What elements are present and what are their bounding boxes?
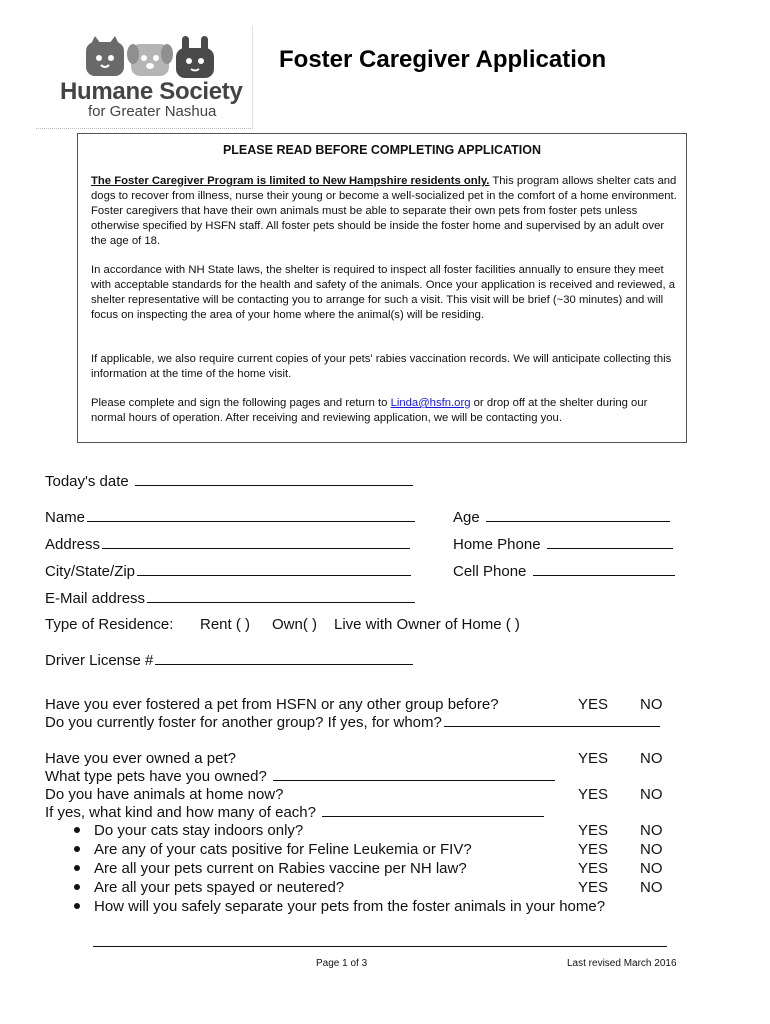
- bullet-question-indoors: [74, 822, 303, 839]
- question-fostered-before: Have you ever fostered a pet from HSFN or any other group before?: [45, 696, 499, 713]
- bullet-icon: [74, 903, 80, 909]
- notice-paragraph-return: [91, 396, 681, 426]
- bullet-question-spayed: [74, 879, 344, 896]
- home-phone-field[interactable]: [453, 536, 673, 553]
- program-description: This program allows shelter cats and dogs to recover from illness, nurse their young or become a well-socialized pet in the comfort of a home environment. Foster caregivers that have their own animals must be able to separate their own pets from foster pets unless otherwise specified by HSFN staff. All foster pets should be inside the foster home and supervised by an adult over the age of 18.: [91, 175, 677, 247]
- return-instructions-post: or drop off at the shelter during our normal hours of operation. After receiving and reviewing application, we will be contacting you.: [91, 397, 648, 424]
- question-pet-types-label: What type pets have you owned?: [45, 768, 267, 785]
- notice-paragraph-inspection: In accordance with NH State laws, the shelter is required to inspect all foster facilities annually to ensure they meet with acceptable standards for the health and safety of the animals. Once your application is received and reviewed, a shelter representative will be contacting you to arrange for such a visit. This visit will be brief (~30 minutes) and will focus on inspecting the area of your home where the animal(s) will be residing.: [91, 264, 676, 321]
- driver-license-label: Driver License #: [45, 652, 154, 669]
- spayed-yes-option[interactable]: YES: [578, 879, 609, 896]
- org-subtitle: for Greater Nashua: [88, 103, 217, 120]
- residence-rent-option[interactable]: Rent ( ): [200, 616, 251, 633]
- footer-divider: [93, 946, 667, 947]
- cell-phone-blank[interactable]: [533, 574, 675, 576]
- question-currently-foster-label: Do you currently foster for another group? If yes, for whom?: [45, 714, 442, 731]
- fostered-yes-option[interactable]: YES: [578, 696, 609, 713]
- residence-own-option[interactable]: Own( ): [272, 616, 317, 633]
- todays-date-label: Today's date: [45, 473, 129, 490]
- notice-heading: PLEASE READ BEFORE COMPLETING APPLICATION: [222, 143, 542, 157]
- rabies-no-option[interactable]: NO: [640, 860, 663, 877]
- cell-phone-label: Cell Phone: [453, 563, 527, 580]
- question-owned-pet: Have you ever owned a pet?: [45, 750, 236, 767]
- bullet-icon: [74, 865, 80, 871]
- program-limit-statement: The Foster Caregiver Program is limited to New Hampshire residents only.: [91, 175, 490, 187]
- owned-no-option[interactable]: NO: [640, 750, 663, 767]
- question-kind-how-many[interactable]: [45, 804, 544, 821]
- age-field[interactable]: [453, 509, 670, 526]
- cell-phone-field[interactable]: [453, 563, 675, 580]
- residence-label: Type of Residence:: [45, 616, 174, 633]
- email-field[interactable]: [45, 590, 415, 607]
- driver-license-field[interactable]: [45, 652, 413, 669]
- residence-live-with-owner-option[interactable]: Live with Owner of Home ( ): [334, 616, 520, 633]
- fostered-no-option[interactable]: NO: [640, 696, 663, 713]
- email-link[interactable]: Linda@hsfn.org: [390, 397, 471, 409]
- city-state-zip-blank[interactable]: [137, 574, 411, 576]
- todays-date-field[interactable]: [45, 473, 413, 490]
- spayed-no-option[interactable]: NO: [640, 879, 663, 896]
- bullet-question-rabies-label: Are all your pets current on Rabies vaccine per NH law?: [94, 860, 467, 877]
- address-label: Address: [45, 536, 101, 553]
- bullet-icon: [74, 846, 80, 852]
- address-field[interactable]: [45, 536, 410, 553]
- animals-home-yes-option[interactable]: YES: [578, 786, 609, 803]
- bullet-question-spayed-label: Are all your pets spayed or neutered?: [94, 879, 345, 896]
- driver-license-blank[interactable]: [155, 663, 413, 665]
- name-label: Name: [45, 509, 86, 526]
- question-currently-foster[interactable]: [45, 714, 660, 731]
- bullet-question-separate-label: How will you safely separate your pets from the foster animals in your home?: [94, 898, 606, 915]
- question-animals-at-home: Do you have animals at home now?: [45, 786, 284, 803]
- rabies-yes-option[interactable]: YES: [578, 860, 609, 877]
- bullet-question-separate: [74, 898, 605, 915]
- bullet-icon: [74, 827, 80, 833]
- animals-home-no-option[interactable]: NO: [640, 786, 663, 803]
- address-blank[interactable]: [102, 547, 410, 549]
- currently-foster-blank[interactable]: [444, 725, 660, 727]
- notice-paragraph-program: [91, 174, 681, 249]
- pet-types-blank[interactable]: [273, 779, 555, 781]
- kind-how-many-blank[interactable]: [322, 815, 544, 817]
- last-revised: Last revised March 2016: [567, 958, 677, 969]
- home-phone-blank[interactable]: [547, 547, 673, 549]
- age-blank[interactable]: [486, 520, 670, 522]
- todays-date-blank[interactable]: [135, 484, 413, 486]
- org-name: Humane Society: [60, 78, 243, 105]
- city-state-zip-field[interactable]: [45, 563, 411, 580]
- page-title: Foster Caregiver Application: [279, 46, 607, 73]
- bullet-question-felv-fiv: [74, 841, 472, 858]
- name-blank[interactable]: [87, 520, 415, 522]
- indoors-no-option[interactable]: NO: [640, 822, 663, 839]
- bullet-question-indoors-label: Do your cats stay indoors only?: [94, 822, 304, 839]
- email-label: E-Mail address: [45, 590, 146, 607]
- bullet-question-rabies: [74, 860, 467, 877]
- home-phone-label: Home Phone: [453, 536, 541, 553]
- bullet-question-felv-fiv-label: Are any of your cats positive for Feline Leukemia or FIV?: [94, 841, 472, 858]
- email-blank[interactable]: [147, 601, 415, 603]
- indoors-yes-option[interactable]: YES: [578, 822, 609, 839]
- humane-society-logo-icon: [86, 36, 216, 80]
- city-state-zip-label: City/State/Zip: [45, 563, 136, 580]
- age-label: Age: [453, 509, 480, 526]
- return-instructions-pre: Please complete and sign the following pages and return to: [91, 397, 391, 409]
- owned-yes-option[interactable]: YES: [578, 750, 609, 767]
- question-pet-types[interactable]: [45, 768, 555, 785]
- name-field[interactable]: [45, 509, 415, 526]
- question-kind-how-many-label: If yes, what kind and how many of each?: [45, 804, 316, 821]
- page-number: Page 1 of 3: [316, 958, 368, 969]
- felv-fiv-no-option[interactable]: NO: [640, 841, 663, 858]
- notice-box: [77, 133, 687, 443]
- bullet-icon: [74, 884, 80, 890]
- felv-fiv-yes-option[interactable]: YES: [578, 841, 609, 858]
- notice-paragraph-rabies: If applicable, we also require current copies of your pets' rabies vaccination records. We will anticipate collecting this information at the time of the home visit.: [91, 353, 672, 380]
